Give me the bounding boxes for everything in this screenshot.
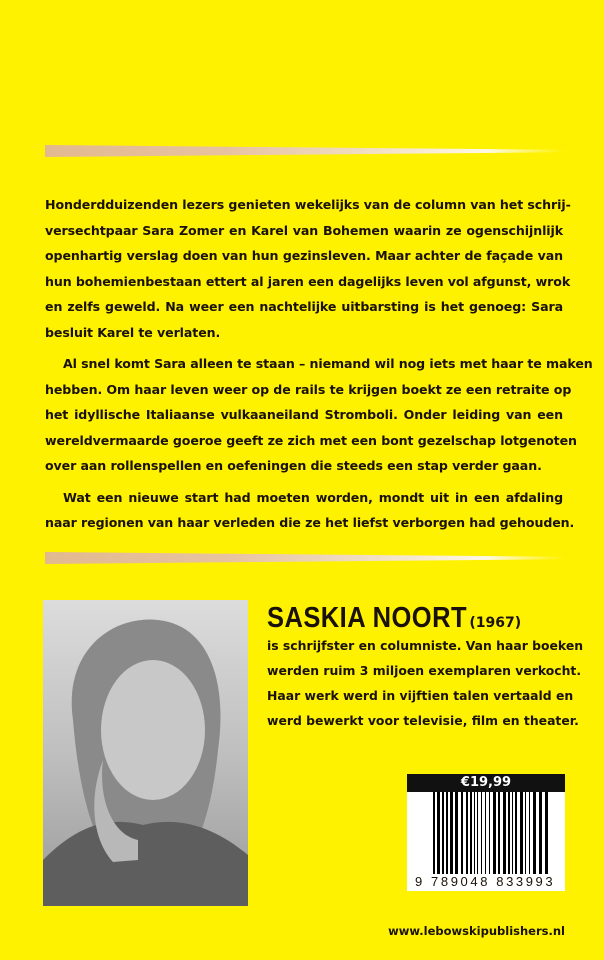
- barcode-bar: [481, 792, 482, 878]
- blurb-line: en zelfs geweld. Na weer een nachtelijke uitbarsting is het genoeg: Sara: [45, 299, 563, 314]
- barcode-bar: [508, 792, 510, 878]
- blurb-line: wereldvermaarde goeroe geeft ze zich met een bont gezelschap lotgenoten: [45, 432, 577, 448]
- author-section: [267, 602, 584, 733]
- barcode-bars: [433, 792, 551, 878]
- barcode-bar: [525, 792, 526, 878]
- barcode-bar: [470, 792, 472, 878]
- blurb-line: Honderdduizenden lezers genieten wekelijks van de column van het schrij-: [45, 197, 571, 212]
- blurb-line: Al snel komt Sara alleen te staan – niemand wil nog iets met haar te maken: [63, 356, 593, 371]
- bio-line: werd bewerkt voor televisie, film en theater.: [267, 713, 579, 728]
- barcode-bar: [515, 792, 517, 878]
- barcode-bar: [529, 792, 530, 878]
- decorative-stripe-bottom: [45, 552, 565, 564]
- barcode-bar: [520, 792, 523, 878]
- author-photo: [43, 600, 248, 906]
- blurb-text: [45, 192, 593, 542]
- bio-line: is schrijfster en columniste. Van haar boeken: [267, 638, 584, 653]
- publisher-url[interactable]: www.lebowskipublishers.nl: [388, 924, 565, 938]
- barcode-bar: [533, 792, 536, 878]
- barcode-bar: [466, 792, 468, 878]
- barcode-bar: [489, 792, 490, 878]
- blurb-line: naar regionen van haar verleden die ze het liefst verborgen had gehouden.: [45, 515, 575, 530]
- isbn-number: 9 789048 833993: [415, 874, 556, 889]
- barcode-box: [407, 774, 565, 891]
- barcode-bar: [461, 792, 463, 878]
- blurb-line: Wat een nieuwe start had moeten worden, mondt uit in een afdaling: [63, 489, 563, 505]
- blurb-line: het idyllische Italiaanse vulkaaneiland Stromboli. Onder leiding van een: [45, 407, 563, 422]
- barcode-bar: [455, 792, 458, 878]
- barcode-bar: [545, 792, 548, 878]
- author-birth-year: (1967): [469, 615, 522, 631]
- blurb-line: besluit Karel te verlaten.: [45, 324, 221, 340]
- blurb-paragraph: [45, 351, 593, 479]
- barcode-bar: [450, 792, 453, 878]
- blurb-paragraph: [45, 485, 575, 536]
- barcode-bar: [433, 792, 435, 878]
- blurb-line: hun bohemienbestaan ettert al jaren een dagelijks leven vol afgunst, wrok: [45, 273, 571, 289]
- blurb-line: openhartig verslag doen van hun gezinsleven. Maar achter de façade van: [45, 248, 563, 263]
- barcode-bar: [485, 792, 486, 878]
- barcode-bar: [477, 792, 478, 878]
- decorative-stripe-top: [45, 145, 565, 157]
- barcode-bar: [442, 792, 444, 878]
- barcode-bar: [498, 792, 500, 878]
- barcode-bar: [512, 792, 513, 878]
- barcode-bar: [474, 792, 475, 878]
- bio-line: Haar werk werd in vijftien talen vertaald en: [267, 688, 574, 703]
- blurb-paragraph: [45, 192, 571, 345]
- author-bio: [267, 633, 584, 733]
- blurb-line: versechtpaar Sara Zomer en Karel van Bohemen waarin ze ogenschijnlijk: [45, 222, 563, 238]
- barcode-bar: [493, 792, 496, 878]
- bio-line: werden ruim 3 miljoen exemplaren verkocht.: [267, 663, 582, 678]
- barcode-bar: [539, 792, 542, 878]
- author-name: SASKIA NOORT: [267, 602, 468, 634]
- barcode-bar: [446, 792, 448, 878]
- barcode-bar: [503, 792, 506, 878]
- price-label: €19,99: [407, 774, 565, 792]
- barcode-bar: [437, 792, 440, 878]
- blurb-line: hebben. Om haar leven weer op de rails te krijgen boekt ze een retraite op: [45, 381, 572, 397]
- blurb-line: over aan rollenspellen en oefeningen die steeds een stap verder gaan.: [45, 458, 542, 473]
